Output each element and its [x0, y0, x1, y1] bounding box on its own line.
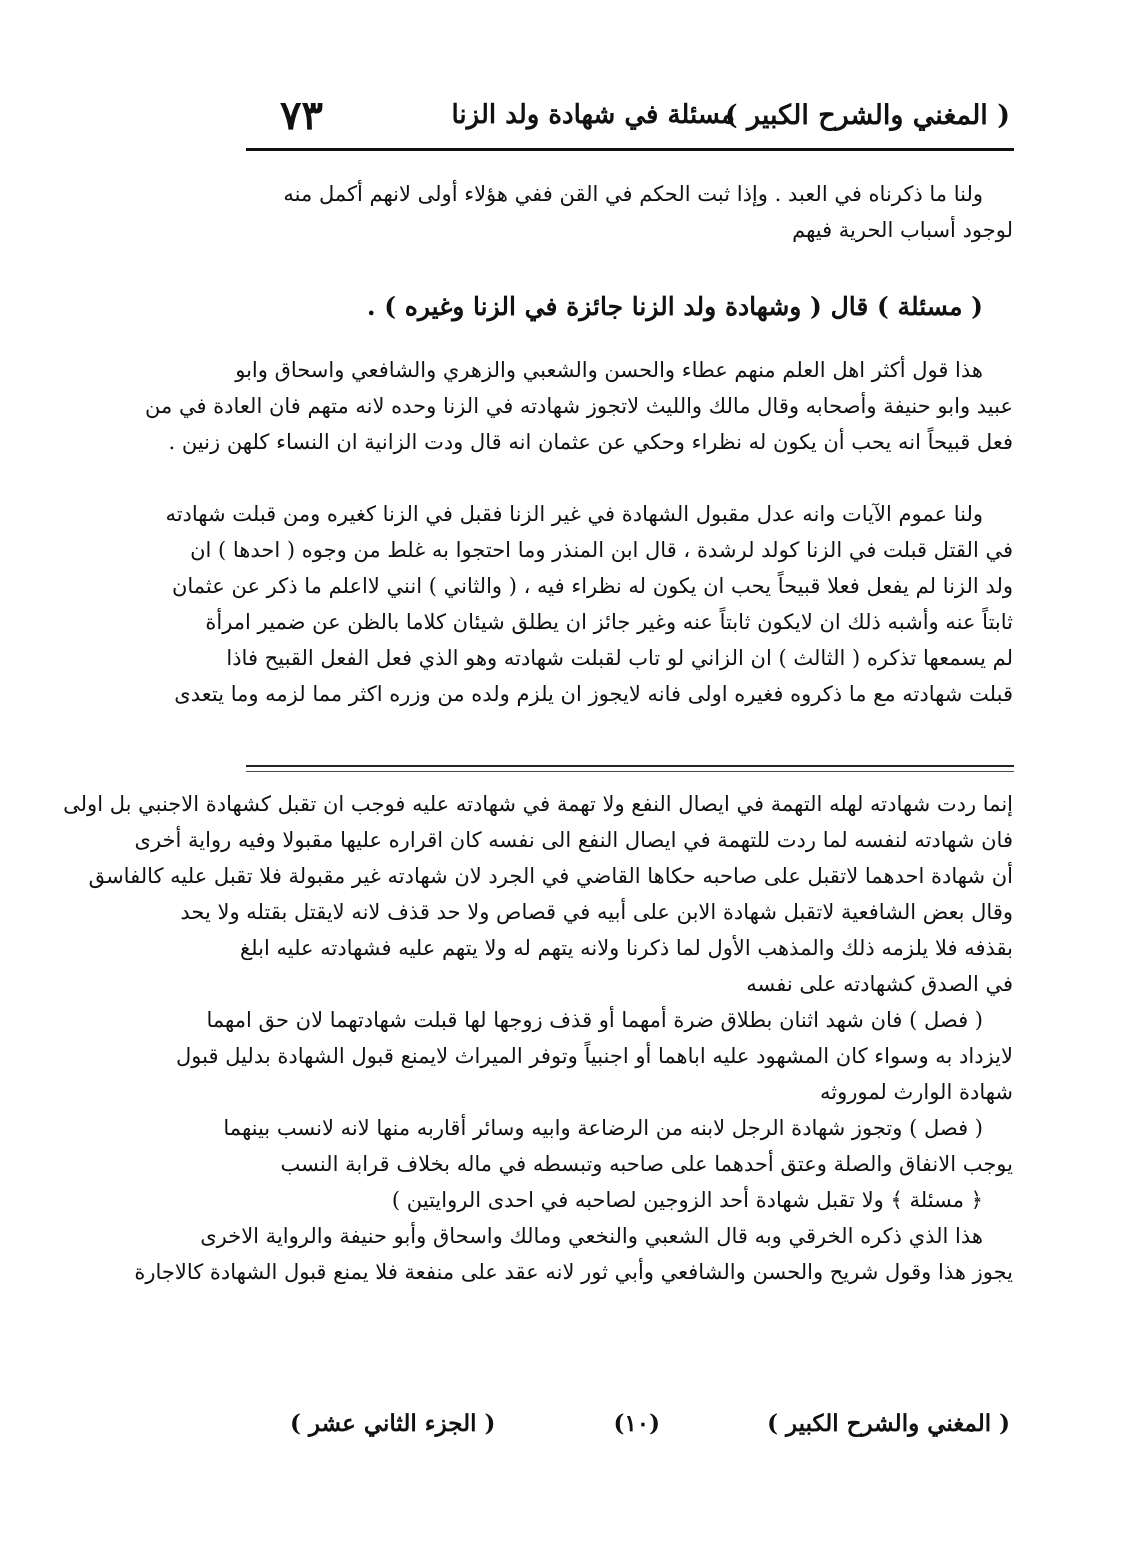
page-number: ٧٣: [280, 92, 323, 139]
text-line: لم يسمعها تذكره ( الثالث ) ان الزاني لو تاب لقبلت شهادته وهو الذي فعل الفعل القبيح فاذا: [226, 646, 1013, 670]
footer-volume: ( الجزء الثاني عشر ): [290, 1410, 496, 1437]
text-line: فان شهادته لنفسه لما ردت للتهمة في ايصال النفع الى نفسه كان اقراره عليها مقبولا وفيه رواية أخرى: [134, 828, 1013, 852]
text-line: أن شهادة احدهما لاتقبل على صاحبه حكاها القاضي في الجرد لان شهادته غير مقبولة فلا تقبل عليه كالفاسق: [88, 864, 1013, 888]
section-separator: [246, 771, 1014, 772]
text-line: بقذفه فلا يلزمه ذلك والمذهب الأول لما ذكرنا ولانه يتهم له ولا يتهم عليه فشهادته عليه ابلغ: [239, 936, 1013, 960]
text-line: في القتل قبلت في الزنا كولد لرشدة ، قال ابن المنذر وما احتجوا به غلط من وجوه ( احدها ) ان: [190, 538, 1013, 562]
text-line: ولنا عموم الآيات وانه عدل مقبول الشهادة في غير الزنا فقبل في الزنا كغيره ومن قبلت شهادته: [165, 502, 983, 526]
text-line: ( فصل ) فان شهد اثنان بطلاق ضرة أمهما أو قذف زوجها لها قبلت شهادتهما لان حق امهما: [206, 1008, 983, 1032]
text-line: قبلت شهادته مع ما ذكروه فغيره اولى فانه لايجوز ان يلزم ولده من وزره اكثر مما لزمه وما يتعدى: [174, 682, 1013, 706]
footer-signature: (١٠): [613, 1410, 660, 1437]
text-line: ولد الزنا لم يفعل فعلا قبيحاً يحب ان يكون له نظراء فيه ، ( والثاني ) انني لااعلم ما ذكر عن عثمان: [171, 574, 1013, 598]
running-section-title: مسئلة في شهادة ولد الزنا: [451, 100, 735, 130]
text-line: هذا قول أكثر اهل العلم منهم عطاء والحسن والشعبي والزهري والشافعي واسحاق وابو: [235, 358, 983, 382]
text-line: فعل قبيحاً انه يحب أن يكون له نظراء وحكي عن عثمان انه قال ودت الزانية ان النساء كلهن زنين .: [168, 430, 1013, 454]
text-line: وقال بعض الشافعية لاتقبل شهادة الابن على أبيه في قصاص ولا حد قذف لانه لايقتل بقتله ولا يحد: [180, 900, 1013, 924]
page-header: [250, 92, 1010, 144]
text-line: لوجود أسباب الحرية فيهم: [792, 218, 1013, 242]
upper-paragraph-2: [165, 496, 1013, 712]
running-book-title: ( المغني والشرح الكبير ): [724, 100, 1010, 131]
text-line: إنما ردت شهادته لهله التهمة في ايصال النفع ولا تهمة في شهادته عليه فوجب ان تقبل كشهادة الاجنبي بل اولى: [63, 792, 1013, 816]
lower-text: [63, 786, 1013, 1290]
text-line: هذا الذي ذكره الخرقي وبه قال الشعبي والنخعي ومالك واسحاق وأبو حنيفة والرواية الاخرى: [200, 1224, 983, 1248]
upper-paragraph-1: [145, 352, 1013, 460]
section-separator: [246, 765, 1014, 767]
text-line: شهادة الوارث لموروثه: [820, 1080, 1013, 1104]
text-line: ﴿ مسئلة ﴾ ولا تقبل شهادة أحد الزوجين لصاحبه في احدى الروايتين ): [391, 1188, 983, 1212]
top-text: [243, 176, 1013, 248]
footer-book-title: ( المغني والشرح الكبير ): [767, 1410, 1010, 1437]
text-line: في الصدق كشهادته على نفسه: [746, 972, 1013, 996]
page-footer: [290, 1410, 1010, 1450]
text-line: ثابتاً عنه وأشبه ذلك ان لايكون ثابتاً عنه وغير جائز ان يطلق شيئان كلاما بالظن عن ضمير امرأة: [205, 610, 1013, 634]
text-line: يوجب الانفاق والصلة وعتق أحدهما على صاحبه وتبسطه في ماله بخلاف قرابة النسب: [280, 1152, 1013, 1176]
header-rule: [246, 148, 1014, 151]
text-line: ( فصل ) وتجوز شهادة الرجل لابنه من الرضاعة وابيه وسائر أقاربه منها لانه لانسب بينهما: [223, 1116, 983, 1140]
masala-heading: ( مسئلة ) قال ( وشهادة ولد الزنا جائزة في الزنا وغيره ) .: [366, 292, 983, 321]
text-line: لايزداد به وسواء كان المشهود عليه اباهما أو اجنبياً وتوفر الميراث لايمنع قبول الشهادة بدليل قبول: [176, 1044, 1013, 1068]
text-line: عبيد وابو حنيفة وأصحابه وقال مالك والليث لاتجوز شهادته في الزنا وحده لانه متهم فان العادة في من: [145, 394, 1013, 418]
text-line: يجوز هذا وقول شريح والحسن والشافعي وأبي ثور لانه عقد على منفعة فلا يمنع قبول الشهادة كالاجارة: [134, 1260, 1013, 1284]
text-line: ولنا ما ذكرناه في العبد . وإذا ثبت الحكم في القن ففي هؤلاء أولى لانهم أكمل منه: [283, 182, 983, 206]
